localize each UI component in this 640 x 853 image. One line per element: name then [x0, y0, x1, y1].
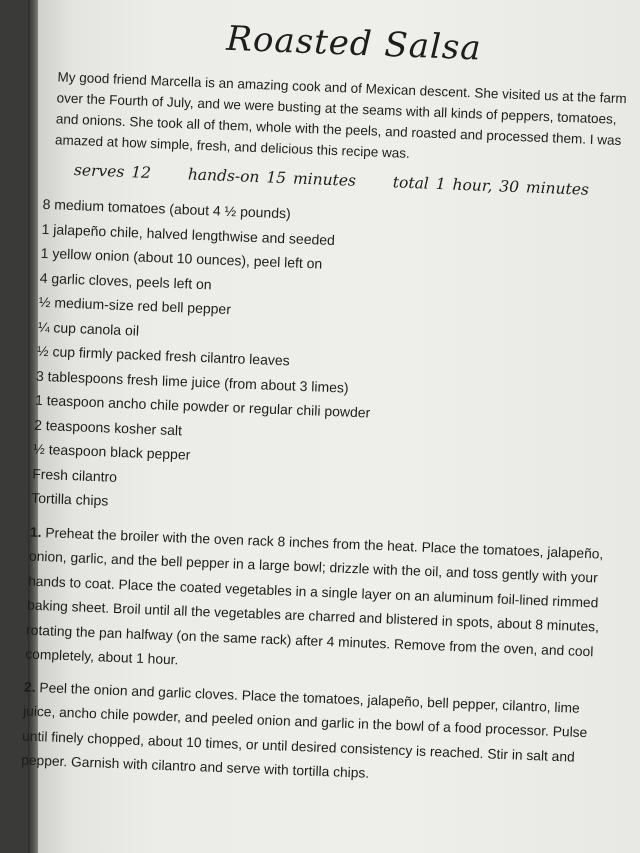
ingredient-item: 1 jalapeño chile, halved lengthwise and seeded	[41, 220, 336, 248]
ingredient-list	[31, 192, 633, 533]
ingredient-item: ½ cup firmly packed fresh cilantro leaves	[36, 342, 290, 369]
recipe-intro: My good friend Marcella is an amazing cook and of Mexican descent. She visited us at the farm over the Fourth of July, and we were busting at the seams with all kinds of peppers, tomatoes, and onions. She took all of them, whole with the peels, and roasted and processed them. I was amazed at how simple, fresh, and delicious this recipe was.	[54, 69, 627, 161]
serves-label: serves 12	[73, 161, 152, 182]
total-time: total 1 hour, 30 minutes	[392, 173, 590, 199]
ingredient-item: ¼ cup canola oil	[37, 318, 140, 339]
step-number: 2.	[23, 679, 36, 695]
step-text: Peel the onion and garlic cloves. Place the tomatoes, jalapeño, bell pepper, cilantro, lime juice, ancho chile powder, and peeled onion and garlic in the bowl of a food processor. Pulse until finely chopped, about 10 times, or until desired consistency is reached. Stir in salt and pepper. Garnish with cilantro and serve with tortilla chips.	[20, 679, 588, 781]
ingredient-item: 1 yellow onion (about 10 ounces), peel left on	[40, 244, 323, 272]
ingredient-item: 1 teaspoon ancho chile powder or regular chili powder	[34, 391, 371, 421]
hands-on-time: hands-on 15 minutes	[187, 165, 357, 190]
step-number: 1.	[29, 524, 42, 540]
ingredient-item: 8 medium tomatoes (about 4 ½ pounds)	[42, 195, 292, 222]
recipe-content	[21, 12, 640, 796]
recipe-step-1	[25, 520, 620, 690]
ingredient-item: Fresh cilantro	[31, 465, 118, 485]
recipe-step-2	[21, 675, 614, 796]
recipe-title: Roasted Salsa	[225, 18, 483, 69]
cookbook-page	[20, 0, 640, 853]
step-text: Preheat the broiler with the oven rack 8 inches from the heat. Place the tomatoes, jalapeño, onion, garlic, and the bell pepper in a large bowl; drizzle with the oil, and toss gently with your hands to coat. Place the coated vegetables in a single layer on an aluminum foil-lined rimmed baking sheet. Broil until all the vegetables are charred and blistered in spots, about 8 minutes, rotating the pan halfway (on the same rack) after 4 minutes. Remove from the oven, and cool completely, about 1 hour.	[25, 524, 604, 668]
ingredient-item: ½ teaspoon black pepper	[32, 440, 191, 463]
ingredient-item: 2 teaspoons kosher salt	[33, 416, 183, 438]
ingredient-item: 4 garlic cloves, peels left on	[39, 269, 212, 292]
ingredient-item: Tortilla chips	[31, 489, 109, 509]
ingredient-item: ½ medium-size red bell pepper	[38, 293, 232, 318]
ingredient-item: 3 tablespoons fresh lime juice (from about 3 limes)	[35, 367, 349, 396]
